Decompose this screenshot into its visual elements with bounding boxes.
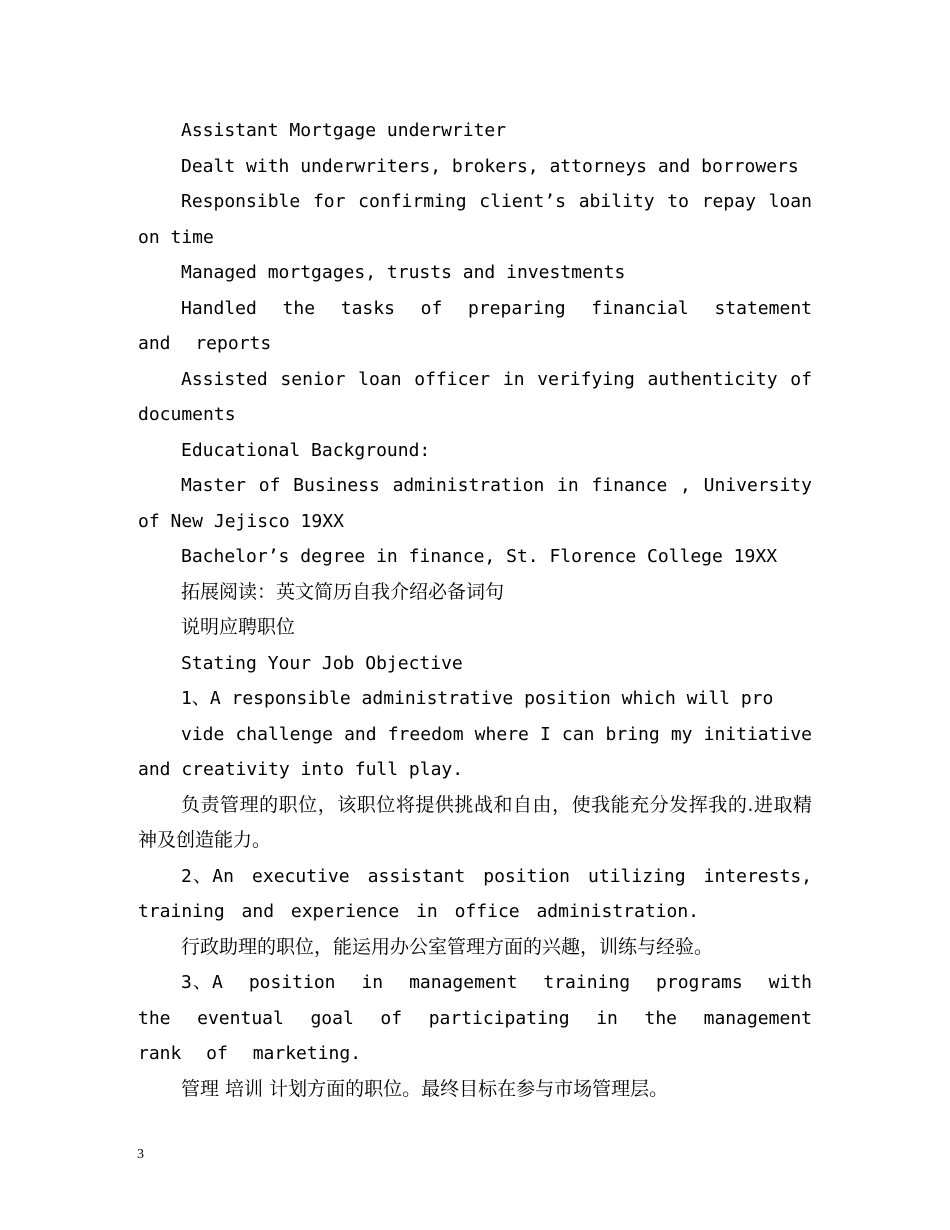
- section-heading: Stating Your Job Objective: [181, 652, 463, 674]
- duty-line: Handled the tasks of preparing financial statement and reports: [138, 297, 812, 354]
- extended-reading-heading: 拓展阅读：英文简历自我介绍必备词句: [181, 580, 505, 603]
- chinese-translation: 管理 培训 计划方面的职位。最终目标在参与市场管理层。: [181, 1077, 669, 1100]
- job-title-line: Assistant Mortgage underwriter: [181, 120, 507, 141]
- objective-line: 1、A responsible administrative position which will pro: [181, 688, 774, 709]
- chinese-subheading: 说明应聘职位: [181, 616, 296, 638]
- duty-line: Assisted senior loan officer in verifying authenticity of documents: [138, 368, 812, 425]
- duty-line: Dealt with underwriters, brokers, attorneys and borrowers: [181, 155, 799, 177]
- chinese-translation: 行政助理的职位，能运用办公室管理方面的兴趣，训练与经验。: [181, 935, 714, 958]
- objective-line: 3、A position in management training programs with the eventual goal of participating in the management rank of marketing.: [138, 972, 812, 1064]
- duty-line: Responsible for confirming client’s ability to repay loan on time: [138, 191, 812, 248]
- objective-line: 2、An executive assistant position utilizing interests, training and experience in office administration.: [138, 865, 812, 922]
- education-line: Bachelor’s degree in finance, St. Florence College 19XX: [181, 546, 778, 567]
- education-line: Master of Business administration in finance , University of New Jejisco 19XX: [138, 475, 812, 532]
- objective-line: vide challenge and freedom where I can bring my initiative and creativity into full play.: [138, 723, 812, 780]
- duty-line: Managed mortgages, trusts and investments: [181, 262, 626, 283]
- section-heading: Educational Background:: [181, 439, 431, 461]
- page-number: 3: [137, 1147, 144, 1162]
- chinese-translation: 负责管理的职位，该职位将提供挑战和自由，使我能充分发挥我的.进取精神及创造能力。: [138, 793, 812, 851]
- document-body: [138, 113, 812, 1107]
